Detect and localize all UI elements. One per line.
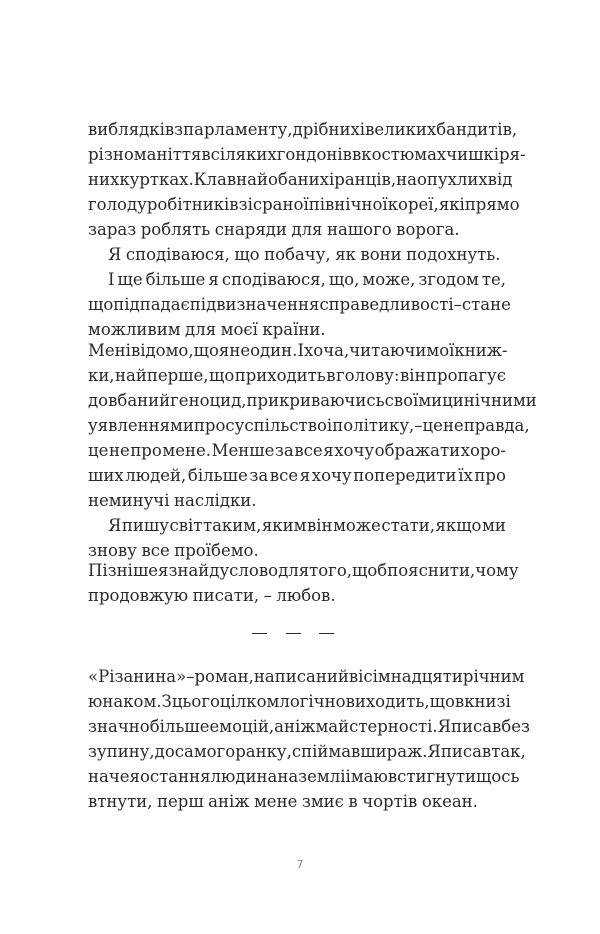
text-line: зараз роблять снаряди для нашого ворога. [88,220,460,239]
section-break-dash [319,633,334,634]
text-line: Я сподіваюся, що побачу, як вони подохнуть. [108,245,501,264]
text-line: можливим для моєї країни. [88,320,326,339]
text-line: це не про мене. Менше за все я хочу ображати хоро- [88,441,506,460]
paragraph-group-3 [88,558,519,608]
text-line: Мені відомо, що я не один. І хоча, читаючи мої книж- [88,341,508,360]
text-line: знову все проїбемо. [88,541,259,560]
text-line: продовжую писати, – любов. [88,586,336,605]
text-line: Я пишу світ таким, яким він може стати, якщо ми [108,516,506,535]
section-break [252,621,334,646]
text-line: ки, найперше, що приходить в голову: він пропагує [88,366,506,385]
text-line: значно більше емоцій, аніж майстерності. Я писав без [88,717,531,736]
section-break-dash [286,633,301,634]
text-line: довбаний геноцид, прикриваючись своїми цинічними [88,391,537,410]
text-line: них куртках. Клав на йобаних іранців, на опухлих від [88,170,513,189]
text-line: І ще більше я сподіваюся, що, може, згодом те, [108,270,506,289]
text-line: уявленнями про суспільство і політику, – це не правда, [88,416,530,435]
text-line: що підпадає під визначення справедливості – стане [88,295,511,314]
text-line: виблядків з парламенту, дрібних і великих бандитів, [88,120,518,139]
text-line: голоду робітників зі сраної північної кореї, які прямо [88,195,520,214]
text-line: втнути, перш аніж мене змиє в чортів океан. [88,792,478,811]
page-number: 7 [296,858,304,871]
text-line: неминучі наслідки. [88,491,257,510]
paragraph-group-2 [88,338,537,563]
text-line: ших людей, більше за все я хочу попередити їх про [88,466,506,485]
section-break-dash [252,633,267,634]
text-line: «Різанина» – роман, написаний вісімнадцятирічним [88,667,525,686]
paragraph-group-4 [88,664,531,814]
text-line: різноманіття всіляких гондонів в костюмах чи шкіря- [88,145,526,164]
paragraph-group-1 [88,117,526,342]
text-line: зупину, до самого ранку, спіймавши раж. Я писав так, [88,742,526,761]
text-line: Пізніше я знайду слово для того, щоб пояснити, чому [88,561,519,580]
text-line: наче я остання людина на землі і маю встигнути щось [88,767,520,786]
text-line: юнаком. З цього цілком логічно виходить, що в книзі [88,692,511,711]
